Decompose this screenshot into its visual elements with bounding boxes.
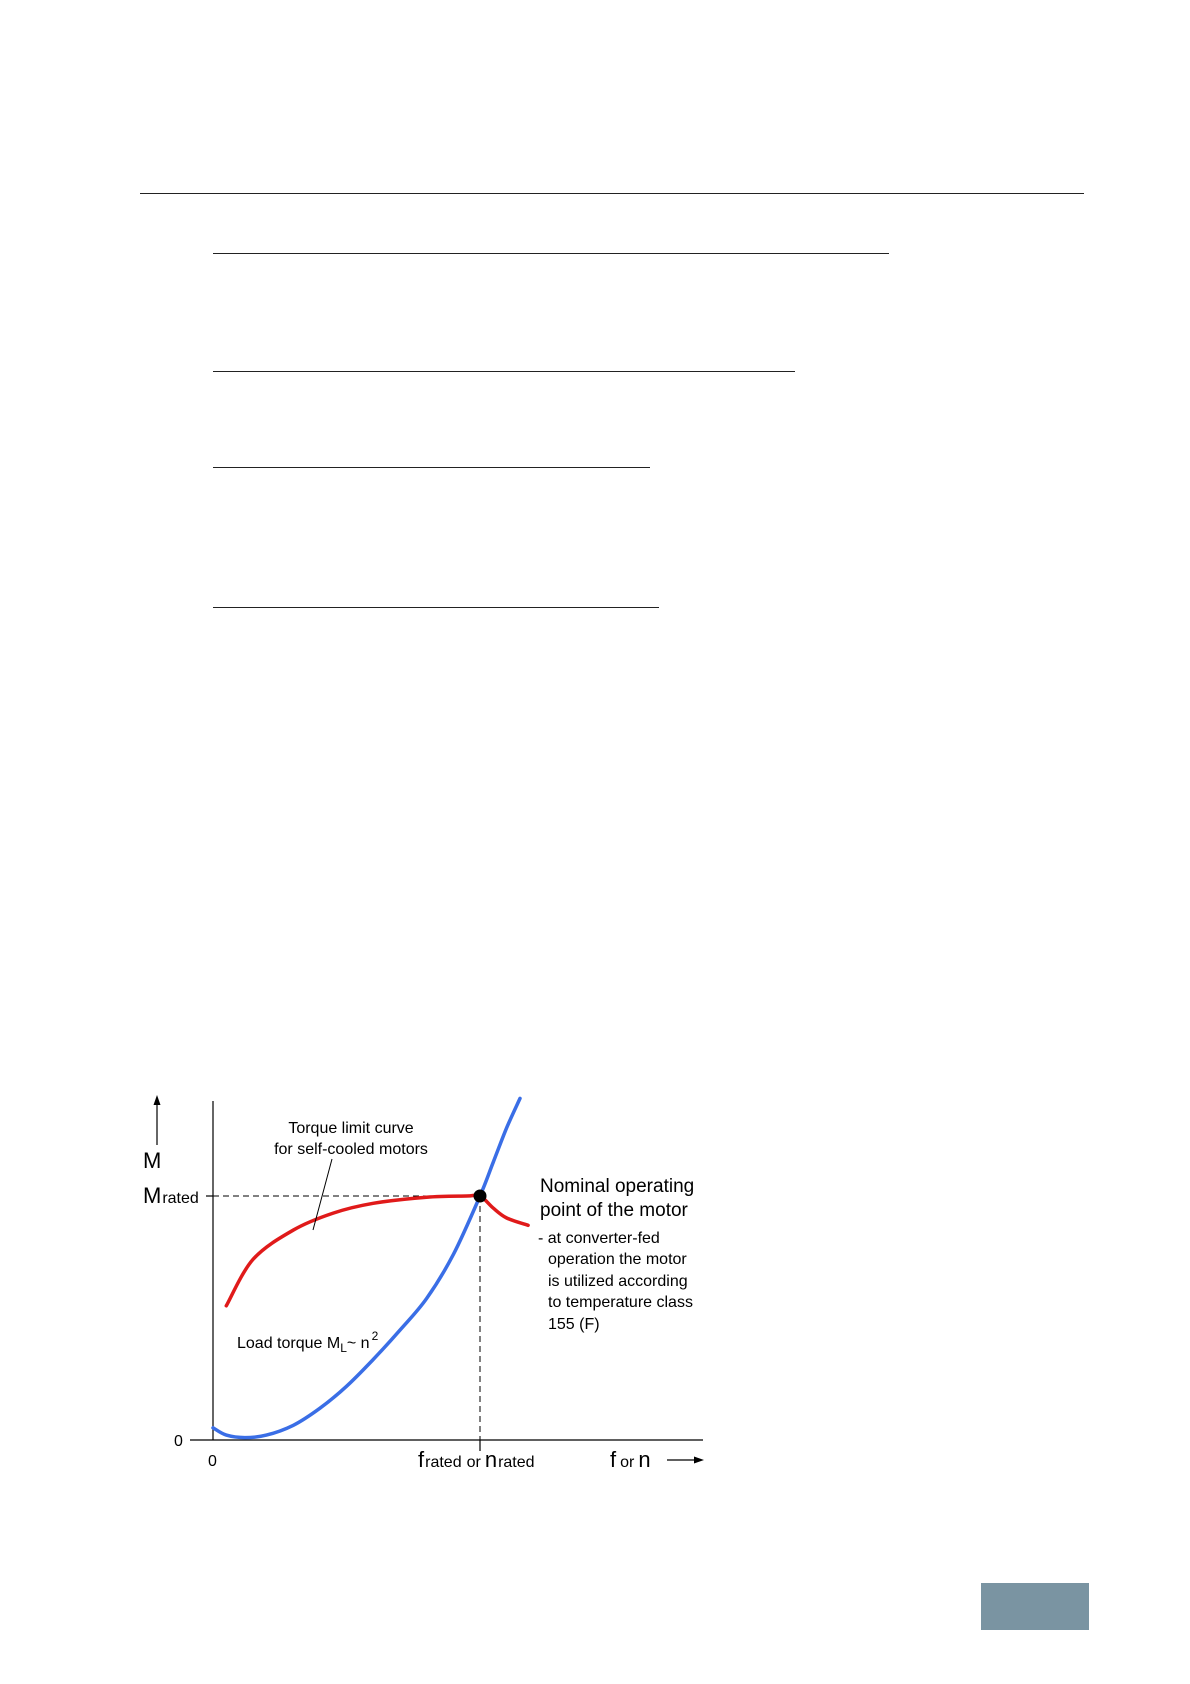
nominal-title-line1: Nominal operating (540, 1176, 695, 1197)
section-rule-1 (213, 253, 889, 254)
torque-speed-chart (140, 1095, 720, 1480)
nominal-note-line5: 155 (F) (548, 1316, 600, 1333)
nominal-operating-point (474, 1190, 487, 1203)
y-zero-label: 0 (174, 1433, 183, 1450)
nominal-note-line3: is utilized according (548, 1273, 688, 1290)
x-zero-label: 0 (208, 1453, 217, 1470)
torque-limit-label-line1: Torque limit curve (288, 1120, 414, 1137)
x-axis-arrowhead (694, 1457, 704, 1464)
section-rule-2 (213, 371, 795, 372)
nominal-note-line4: to temperature class (548, 1294, 693, 1311)
torque-limit-label-line2: for self-cooled motors (274, 1141, 428, 1158)
y-axis-arrowhead (154, 1095, 161, 1105)
torque-limit-leader-line (313, 1159, 332, 1230)
page-tab-block (981, 1583, 1089, 1630)
x-rated-label: frated or nrated (418, 1447, 535, 1472)
nominal-note-line1: - at converter-fed (538, 1230, 660, 1247)
y-axis-label: M (143, 1148, 162, 1173)
y-rated-label: Mrated (143, 1183, 199, 1208)
section-rule-3 (213, 467, 650, 468)
torque-limit-curve (226, 1195, 528, 1306)
section-rule-4 (213, 607, 659, 608)
load-torque-label: Load torque $M_L\sim$ n $^2$ (237, 1329, 379, 1355)
x-axis-label: f or n (610, 1447, 651, 1472)
header-rule (140, 193, 1084, 194)
nominal-note-line2: operation the motor (548, 1251, 687, 1268)
nominal-title-line2: point of the motor (540, 1200, 688, 1221)
